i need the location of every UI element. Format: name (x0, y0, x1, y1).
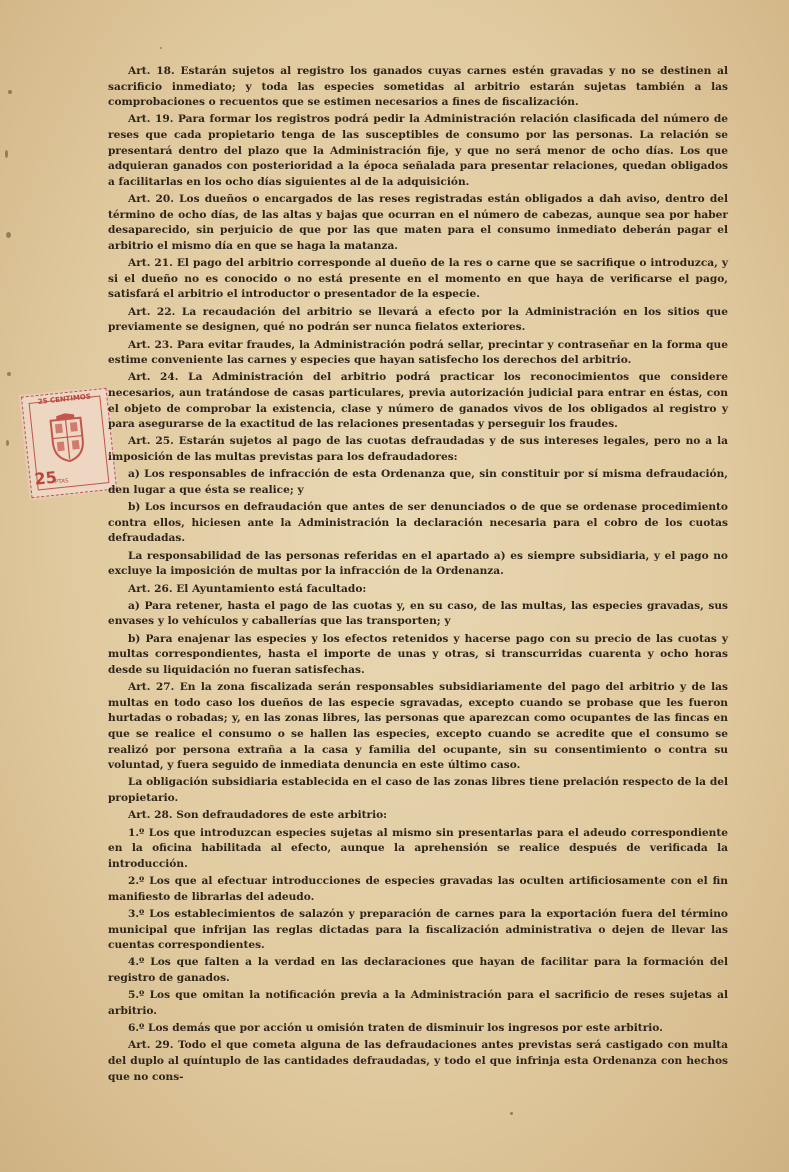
stamp-bottom-label: PTAS (54, 478, 69, 486)
ink-speck (6, 232, 11, 238)
ink-speck (8, 90, 12, 94)
article-paragraph: Art. 27. En la zona fiscalizada serán responsables subsidiariamente del pago del arbitrio y de las multas en todo caso los dueños de las especie sgravadas, excepto cuando se probase que les fueron hurtadas o robadas; y, en las zonas libres, las personas que aparezcan como ocupantes de las fincas en que se realice el consumo o se hallen las especies, excepto cuando se acredite que el consumo se realizó por persona extraña a la casa y familia del ocupante, sin su consentimiento o contra su voluntad, y fuera seguido de inmediata denuncia en este último caso. (108, 681, 728, 772)
article-paragraph: Art. 25. Estarán sujetos al pago de las cuotas defraudadas y de sus intereses legales, pero no a la imposición de las multas previstas para los defraudadores: (108, 435, 728, 464)
stamp-top-label: 25 CENTIMOS (37, 392, 92, 407)
article-paragraph: Art. 19. Para formar los registros podrá pedir la Administración relación clasificada del número de reses que cada propietario tenga de las susceptibles de consumo por las personas. La relación se presentará dentro del plazo que la Administración fije, y que no será menor de ocho días. Los que adquieran ganados con posterioridad a la época señalada para presentar relaciones, quedan obligados a facilitarlas en los ocho días siguientes al de la adquisición. (108, 113, 728, 188)
ink-speck (6, 440, 9, 446)
article-paragraph: b) Los incursos en defraudación que antes de ser denunciados o de que se ordenase procedimiento contra ellos, hiciesen ante la Administración la declaración necesaria para el cobro de los cuotas defraudadas. (108, 501, 728, 545)
article-paragraph: 3.º Los establecimientos de salazón y preparación de carnes para la exportación fuera del término municipal que infrijan las reglas dictadas para la fiscalización administrativa o dejen de llevar las cuentas correspondientes. (108, 907, 728, 952)
article-paragraph: Art. 24. La Administración del arbitrio podrá practicar los reconocimientos que considere necesarios, aun tratándose de casas particulares, previa autorización judicial para entrar en éstas, con el objeto de comprobar la existencia, clase y número de ganados vivos de los obligados al registro y para asegurarse de la exactitud de las relaciones presentadas y perseguir los fraudes. (108, 371, 728, 431)
article-paragraph: Art. 29. Todo el que cometa alguna de las defraudaciones antes previstas será castigado con multa del duplo al quíntuplo de las cantidades defraudadas, y todo el que infrinja esta Ordenanza con hechos que no cons- (108, 1039, 728, 1083)
revenue-stamp (21, 388, 117, 498)
article-paragraph: a) Para retener, hasta el pago de las cuotas y, en su caso, de las multas, las especies gravadas, sus envases y lo vehículos y caballerías que las transporten; y (108, 599, 728, 628)
article-paragraph: La obligación subsidiaria establecida en el caso de las zonas libres tiene prelación respecto de la del propietario. (108, 776, 728, 805)
article-paragraph: 6.º Los demás que por acción u omisión traten de disminuir los ingresos por este arbitrio. (128, 1022, 663, 1035)
article-paragraph: 5.º Los que omitan la notificación previa a la Administración para el sacrificio de reses sujetas al arbitrio. (108, 989, 728, 1017)
article-paragraph: Art. 28. Son defraudadores de este arbitrio: (128, 809, 388, 822)
article-paragraph: Art. 21. El pago del arbitrio corresponde al dueño de la res o carne que se sacrifique o introduzca, y si el dueño no es conocido o no está presente en el momento en que haya de verificarse el pago, satisfará el arbitrio el introductor o presentador de la especie. (108, 257, 728, 301)
article-paragraph: Art. 22. La recaudación del arbitrio se llevará a efecto por la Administración en los sitios que previamente se designen, qué no podrán ser nunca fielatos exteriores. (108, 305, 728, 334)
article-paragraph: 1.º Los que introduzcan especies sujetas al mismo sin presentarlas para el adeudo correspondiente en la oficina habilitada al efecto, aunque la aprehensión se realice después de verificada la introducción. (108, 826, 728, 870)
ink-speck (160, 47, 162, 49)
article-paragraph: b) Para enajenar las especies y los efectos retenidos y hacerse pago con su precio de las cuotas y multas correspondientes, hasta el importe de unas y otras, si transcurridas cuarenta y ocho horas desde su liquidación no fueran satisfechas. (108, 632, 728, 676)
ordinance-text (108, 64, 728, 1087)
article-paragraph: Art. 23. Para evitar fraudes, la Administración podrá sellar, precintar y contraseñar en la forma que estime conveniente las carnes y especies que hayan satisfecho los derechos del arbitrio. (108, 338, 728, 367)
article-paragraph: 2.º Los que al efectuar introducciones de especies gravadas las oculten artificiosamente con el fin manifiesto de librarlas del adeudo. (108, 875, 728, 903)
stamp-denomination: 25 (33, 467, 58, 489)
article-paragraph: La responsabilidad de las personas referidas en el apartado a) es siempre subsidiaria, y el pago no excluye la imposición de multas por la infracción de la Ordenanza. (108, 549, 728, 578)
article-paragraph: Art. 20. Los dueños o encargados de las reses registradas están obligados a dah aviso, dentro del término de ocho días, de las altas y bajas que ocurran en el número de cabezas, aunque sea por haber desaparecido, sin perjuicio de que por las que maten para el consumo inmediato deberán pagar el arbitrio el mismo día en que se haga la matanza. (108, 193, 728, 252)
coat-of-arms-icon (46, 411, 89, 465)
article-paragraph: Art. 18. Estarán sujetos al registro los ganados cuyas carnes estén gravadas y no se destinen al sacrificio inmediato; y toda las especies sometidas al arbitrio estarán sujetas también a las comprobaciones o recuentos que se estimen necesarios a fines de fiscalización. (108, 65, 728, 109)
article-paragraph: Art. 26. El Ayuntamiento está facultado: (128, 582, 367, 595)
ink-speck (7, 372, 11, 376)
ink-speck (510, 1112, 513, 1115)
article-paragraph: 4.º Los que falten a la verdad en las declaraciones que hayan de facilitar para la formación del registro de ganados. (108, 956, 728, 984)
article-paragraph: a) Los responsables de infracción de esta Ordenanza que, sin constituir por sí misma defraudación, den lugar a que ésta se realice; y (108, 468, 728, 496)
ink-speck (5, 150, 8, 158)
